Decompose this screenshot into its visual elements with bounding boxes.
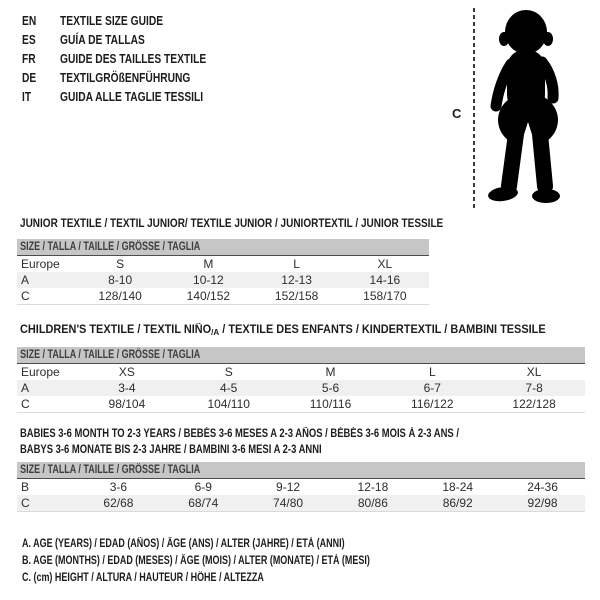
height-cell: 80/86	[357, 496, 388, 510]
title-text: / TEXTILE DES ENFANTS / KINDERTEXTIL / BAMBINI TESSILE	[219, 324, 546, 336]
language-code: ES	[22, 32, 36, 47]
size-cell: S	[224, 365, 233, 379]
children-table-title	[20, 322, 546, 340]
height-cell: 86/92	[442, 496, 473, 510]
size-header-label: SIZE / TALLA / TAILLE / GRÖSSE / TAGLIA	[20, 241, 201, 253]
age-cell: 4-5	[220, 381, 238, 395]
height-cell: 140/152	[186, 289, 231, 303]
list-item	[22, 49, 238, 68]
size-cell: M	[325, 365, 336, 379]
height-cell: 74/80	[273, 496, 304, 510]
language-code: EN	[22, 13, 37, 28]
age-cell: 8-10	[108, 273, 133, 287]
list-item	[22, 68, 238, 87]
age-cell: 5-6	[321, 381, 340, 395]
size-header-label: SIZE / TALLA / TAILLE / GRÖSSE / TAGLIA	[20, 464, 201, 476]
size-cell: XL	[526, 365, 542, 379]
list-item	[22, 87, 238, 106]
size-header-label: SIZE / TALLA / TAILLE / GRÖSSE / TAGLIA	[20, 349, 201, 361]
height-cell: 128/140	[98, 289, 142, 303]
title-subscript: /A	[211, 327, 220, 337]
age-cell: 6-9	[194, 480, 212, 494]
row-label: Europe	[21, 257, 60, 271]
age-cell: 9-12	[276, 480, 301, 494]
age-cell: 24-36	[527, 480, 558, 494]
age-cell: 6-7	[423, 381, 441, 395]
table-row	[17, 396, 585, 412]
list-item	[22, 11, 238, 30]
language-code: IT	[22, 89, 32, 104]
row-label: C	[21, 397, 30, 411]
row-label: C	[21, 289, 30, 303]
language-code: DE	[22, 70, 37, 85]
note-height-cm: C. (cm) HEIGHT / ALTURA / HAUTEUR / HÖHE / ALTEZZA	[22, 571, 264, 584]
height-cell: 152/158	[274, 289, 319, 303]
age-cell: 12-18	[357, 480, 389, 494]
age-cell: 14-16	[369, 273, 401, 287]
measure-c-label: C	[452, 106, 462, 121]
age-cell: 3-6	[109, 480, 128, 494]
title-line-2: BABYS 3-6 MONATE BIS 2-3 JAHRE / BAMBINI 3-6 MESI A 2-3 ANNI	[20, 444, 322, 456]
height-cell: 158/170	[363, 289, 407, 303]
size-cell: L	[293, 257, 300, 271]
height-cell: 62/68	[103, 496, 134, 510]
language-title: GUIDA ALLE TAGLIE TESSILI	[60, 89, 204, 104]
children-size-table	[17, 347, 585, 413]
height-cell: 116/122	[411, 397, 454, 411]
row-label: C	[21, 496, 30, 510]
language-title-list	[22, 11, 238, 106]
junior-size-table	[17, 239, 429, 305]
toddler-silhouette	[483, 8, 575, 208]
size-cell: L	[428, 365, 436, 379]
language-code: FR	[22, 51, 36, 66]
junior-table-title: JUNIOR TEXTILE / TEXTIL JUNIOR/ TEXTILE JUNIOR / JUNIORTEXTIL / JUNIOR TESSILE	[20, 218, 444, 230]
table-row	[17, 272, 429, 288]
table-row	[17, 495, 585, 511]
table-row	[17, 256, 429, 272]
size-header-row	[17, 239, 429, 256]
age-cell: 10-12	[193, 273, 224, 287]
language-title: GUIDE DES TAILLES TEXTILE	[60, 51, 207, 66]
title-line-1: BABIES 3-6 MONTH TO 2-3 YEARS / BEBÉS 3-6 MESES A 2-3 AÑOS / BÉBÉS 3-6 MOIS À 2-3 ANS /	[20, 428, 459, 440]
list-item	[22, 30, 238, 49]
note-age-months: B. AGE (MONTHS) / EDAD (MESES) / ÂGE (MOIS) / ALTER (MONATE) / ETÀ (MESI)	[22, 554, 370, 567]
age-cell: 7-8	[525, 381, 543, 395]
height-cell: 104/110	[207, 397, 250, 411]
row-label: A	[21, 273, 30, 287]
table-row	[17, 380, 585, 396]
language-title: TEXTILGRÖßENFÜHRUNG	[60, 70, 191, 85]
size-cell: XL	[377, 257, 393, 271]
size-cell: XS	[118, 365, 135, 379]
height-cell: 68/74	[188, 496, 219, 510]
size-cell: S	[116, 257, 125, 271]
language-title: TEXTILE SIZE GUIDE	[60, 13, 164, 28]
size-cell: M	[203, 257, 214, 271]
height-cell: 122/128	[512, 397, 556, 411]
language-title: GUÍA DE TALLAS	[60, 32, 145, 47]
height-measure-dashed-line	[473, 8, 475, 208]
height-cell: 98/104	[108, 397, 146, 411]
legend-notes	[22, 535, 468, 586]
table-row	[17, 364, 585, 380]
table-row	[17, 479, 585, 495]
table-row	[17, 288, 429, 304]
age-cell: 18-24	[442, 480, 474, 494]
age-cell: 12-13	[281, 273, 312, 287]
babies-table-title	[20, 426, 459, 458]
note-age-years: A. AGE (YEARS) / EDAD (AÑOS) / ÂGE (ANS) / ALTER (JAHRE) / ETÀ (ANNI)	[22, 537, 345, 550]
size-header-row	[17, 462, 585, 479]
age-cell: 3-4	[118, 381, 136, 395]
row-label: A	[21, 381, 30, 395]
size-header-row	[17, 347, 585, 364]
height-cell: 110/116	[309, 397, 352, 411]
row-label: B	[21, 480, 30, 494]
babies-size-table	[17, 462, 585, 512]
height-cell: 92/98	[527, 496, 558, 510]
title-text: CHILDREN'S TEXTILE / TEXTIL NIÑO	[20, 324, 212, 336]
row-label: Europe	[21, 365, 60, 379]
